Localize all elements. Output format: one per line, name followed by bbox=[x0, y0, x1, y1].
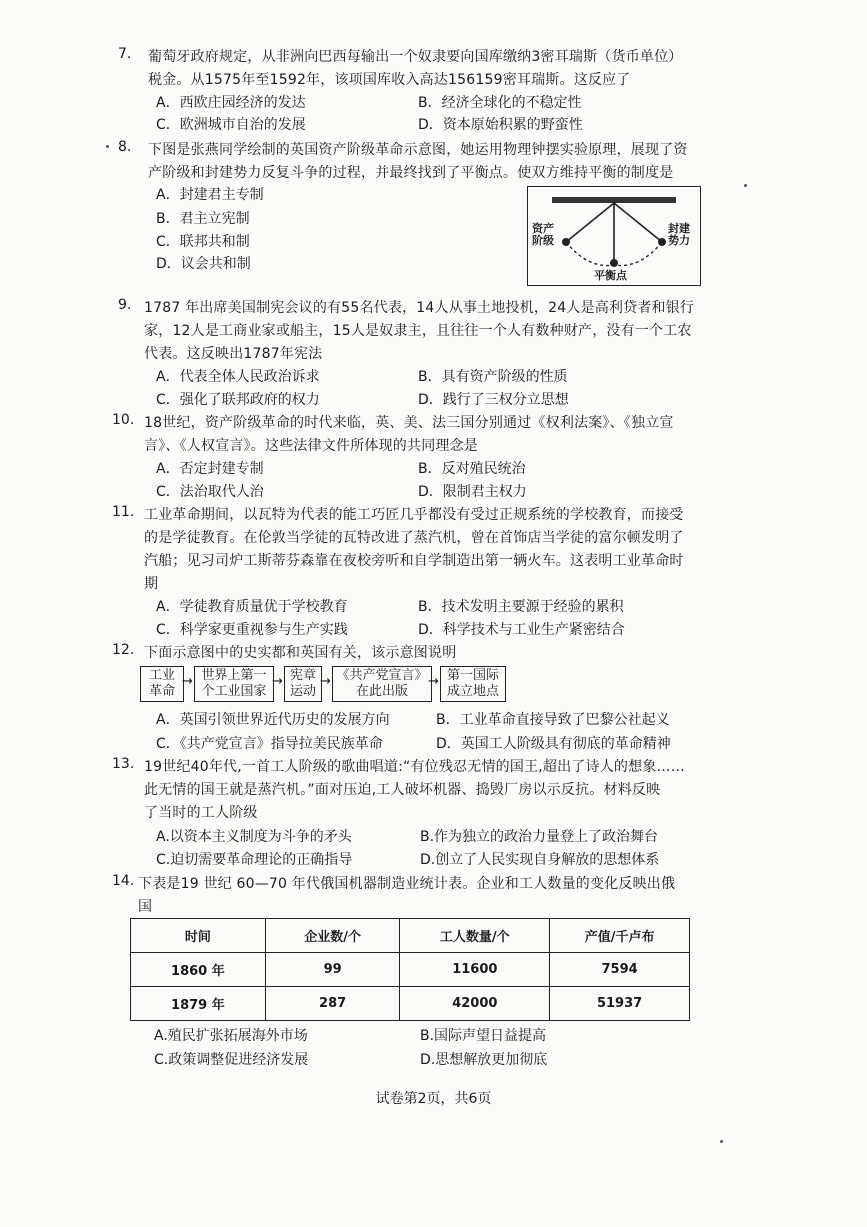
question-number: 7. bbox=[118, 46, 132, 62]
option-a: A.殖民扩张拓展海外市场 bbox=[154, 1028, 308, 1044]
option-b: B．反对殖民统治 bbox=[418, 461, 526, 477]
option-c: C．法治取代人治 bbox=[156, 484, 264, 500]
option-a: A．西欧庄园经济的发达 bbox=[156, 95, 306, 111]
table-cell: 7594 bbox=[550, 953, 690, 987]
arrow-right-icon: → bbox=[272, 674, 283, 689]
option-b: B．工业革命直接导致了巴黎公社起义 bbox=[436, 712, 670, 728]
question-stem-line: 代表。这反映出1787年宪法 bbox=[144, 346, 323, 362]
option-c: C.政策调整促进经济发展 bbox=[154, 1052, 309, 1068]
option-d: D．英国工人阶级具有彻底的革命精神 bbox=[436, 736, 671, 752]
question-stem-line: 汽船；见习司炉工斯蒂芬森靠在夜校旁听和自学制造出第一辆火车。这表明工业革命时 bbox=[144, 553, 684, 569]
option-b: B．君主立宪制 bbox=[156, 211, 250, 227]
question-stem-line: 18世纪，资产阶级革命的时代来临，英、美、法三国分别通过《权利法案》、《独立宣 bbox=[144, 415, 674, 431]
question-number: 12. bbox=[112, 642, 135, 658]
option-c: C．强化了联邦政府的权力 bbox=[156, 392, 320, 408]
flow-box-first-industrial-nation: 世界上第一 个工业国家 bbox=[194, 666, 274, 702]
option-c: C．欧洲城市自治的发展 bbox=[156, 117, 306, 133]
option-a: A．英国引领世界近代历史的发展方向 bbox=[156, 712, 390, 728]
question-stem-line: 下面示意图中的史实都和英国有关，该示意图说明 bbox=[144, 645, 457, 661]
option-d: D.思想解放更加彻底 bbox=[420, 1052, 548, 1068]
question-number: 9. bbox=[118, 297, 132, 313]
option-d: D.创立了人民实现自身解放的思想体系 bbox=[420, 852, 660, 868]
pendulum-diagram bbox=[527, 186, 701, 286]
question-stem-line: 言》、《人权宣言》。这些法律文件所体现的共同理念是 bbox=[144, 438, 478, 454]
label-feudal-power: 封建 势力 bbox=[668, 222, 690, 247]
question-number: 8. bbox=[118, 139, 132, 155]
question-stem-line: 家，12人是工商业家或船主，15人是奴隶主，且往往一个人有数种财产，没有一个工农 bbox=[144, 323, 692, 339]
option-b: B．经济全球化的不稳定性 bbox=[418, 95, 582, 111]
option-c: C．《共产党宣言》指导拉美民族革命 bbox=[156, 736, 383, 752]
arrow-right-icon: → bbox=[182, 674, 193, 689]
option-a: A．封建君主专制 bbox=[156, 187, 264, 203]
table-row bbox=[131, 987, 690, 1021]
flow-box-industrial-revolution: 工业 革命 bbox=[140, 666, 184, 702]
label-bourgeoisie: 资产 阶级 bbox=[532, 222, 554, 247]
flow-box-first-international: 第一国际 成立地点 bbox=[440, 666, 506, 702]
option-b: B．技术发明主要源于经验的累积 bbox=[418, 599, 624, 615]
option-d: D．议会共和制 bbox=[156, 256, 251, 272]
question-stem-line: 产阶级和封建势力反复斗争的过程，并最终找到了平衡点。使双方维持平衡的制度是 bbox=[148, 165, 674, 181]
option-a: A．否定封建专制 bbox=[156, 461, 264, 477]
option-d: D．限制君主权力 bbox=[418, 484, 527, 500]
flow-box-communist-manifesto: 《共产党宣言》 在此出版 bbox=[332, 666, 432, 702]
question-stem-line: 的是学徒教育。在伦敦当学徒的瓦特改进了蒸汽机，曾在首饰店当学徒的富尔顿发明了 bbox=[144, 530, 684, 546]
question-stem-line: 此无情的国王就是蒸汽机。”面对压迫,工人破坏机器、捣毁厂房以示反抗。材料反映 bbox=[144, 782, 661, 798]
table-header-cell: 工人数量/个 bbox=[400, 919, 550, 953]
option-a: A．学徒教育质量优于学校教育 bbox=[156, 599, 348, 615]
question-number: 10. bbox=[112, 412, 135, 428]
question-number: 13. bbox=[112, 756, 135, 772]
table-cell: 287 bbox=[265, 987, 400, 1021]
table-cell: 42000 bbox=[400, 987, 550, 1021]
question-stem-line: 葡萄牙政府规定，从非洲向巴西每输出一个奴隶要向国库缴纳3密耳瑞斯（货币单位） bbox=[148, 49, 683, 65]
option-b: B.国际声望日益提高 bbox=[420, 1028, 547, 1044]
label-balance-point: 平衡点 bbox=[594, 269, 627, 282]
option-c: C.迫切需要革命理论的正确指导 bbox=[156, 852, 353, 868]
question-number: 11. bbox=[112, 504, 135, 520]
option-a: A.以资本主义制度为斗争的矛头 bbox=[156, 829, 352, 845]
table-cell: 99 bbox=[265, 953, 400, 987]
question-stem-line: 税金。从1575年至1592年，该项国库收入高达156159密耳瑞斯。这反应了 bbox=[148, 72, 631, 88]
question-stem-line: 下表是19 世纪 60—70 年代俄国机器制造业统计表。企业和工人数量的变化反映出俄 bbox=[138, 876, 676, 892]
flow-box-chartist-movement: 宪章 运动 bbox=[284, 666, 322, 702]
table-header-cell: 时间 bbox=[131, 919, 266, 953]
option-b: B.作为独立的政治力量登上了政治舞台 bbox=[420, 829, 659, 845]
arrow-right-icon: → bbox=[428, 674, 439, 689]
table-header-row bbox=[131, 919, 690, 953]
scan-speck bbox=[720, 1140, 723, 1143]
question-stem-line: 工业革命期间，以瓦特为代表的能工巧匠几乎都没有受过正规系统的学校教育，而接受 bbox=[144, 507, 684, 523]
option-d: D．资本原始积累的野蛮性 bbox=[418, 117, 583, 133]
option-b: B．具有资产阶级的性质 bbox=[418, 369, 568, 385]
table-cell: 11600 bbox=[400, 953, 550, 987]
question-stem-line: 19世纪40年代,一首工人阶级的歌曲唱道:“有位残忍无情的国王,超出了诗人的想象…… bbox=[144, 759, 685, 775]
question-stem-line: 国 bbox=[138, 899, 153, 915]
table-header-cell: 企业数/个 bbox=[265, 919, 400, 953]
scan-speck bbox=[744, 184, 747, 187]
table-cell: 51937 bbox=[550, 987, 690, 1021]
table-cell: 1860 年 bbox=[131, 953, 266, 987]
question-number: 14. bbox=[112, 873, 135, 889]
option-a: A．代表全体人民政治诉求 bbox=[156, 369, 320, 385]
option-d: D．践行了三权分立思想 bbox=[418, 392, 569, 408]
table-cell: 1879 年 bbox=[131, 987, 266, 1021]
scan-speck bbox=[106, 145, 109, 148]
question-stem-line: 期 bbox=[144, 576, 159, 592]
question-stem-line: 了当时的工人阶级 bbox=[144, 805, 258, 821]
option-c: C．科学家更重视参与生产实践 bbox=[156, 622, 348, 638]
question-stem-line: 下图是张燕同学绘制的英国资产阶级革命示意图，她运用物理钟摆实验原理，展现了资 bbox=[148, 142, 688, 158]
question-stem-line: 1787 年出席美国制宪会议的有55名代表，14人从事土地投机，24人是高利贷者和银行 bbox=[144, 300, 695, 316]
option-c: C．联邦共和制 bbox=[156, 234, 250, 250]
arrow-right-icon: → bbox=[320, 674, 331, 689]
statistics-table bbox=[130, 918, 690, 1021]
table-row bbox=[131, 953, 690, 987]
option-d: D．科学技术与工业生产紧密结合 bbox=[418, 622, 625, 638]
table-header-cell: 产值/千卢布 bbox=[550, 919, 690, 953]
page-footer: 试卷第2页，共6页 bbox=[375, 1091, 492, 1107]
